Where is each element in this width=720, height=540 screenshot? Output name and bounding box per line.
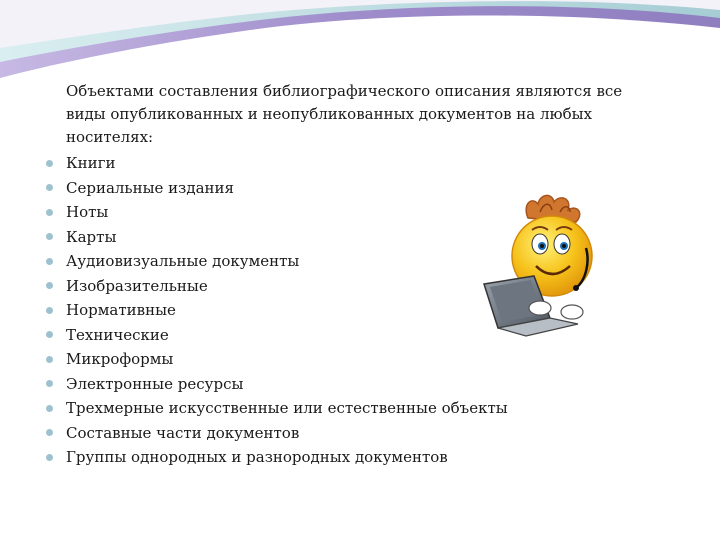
list-item [46,151,508,176]
list-item-label: Трехмерные искусственные или естественные объекты [66,399,508,417]
bullet-icon [46,160,53,167]
list-item-label: Книги [66,154,116,172]
list-item-label: Группы однородных и разнородных документов [66,448,448,466]
bullet-icon [46,356,53,363]
bullet-icon [46,307,53,314]
bullet-icon [46,331,53,338]
list-item [46,396,508,421]
bullet-icon [46,258,53,265]
bullet-icon [46,184,53,191]
intro-paragraph: Объектами составления библиографического описания являются все виды опубликованных и неопубликованных документов на любых носителях: [66,82,623,146]
document-types-list [46,151,508,470]
bullet-icon [46,429,53,436]
top-wave-decoration [0,0,720,90]
list-item-label: Электронные ресурсы [66,374,244,393]
list-item-label: Сериальные издания [66,178,234,197]
list-item-label: Карты [66,227,117,246]
list-item [46,445,508,470]
list-item-label: Технические [66,325,169,344]
list-item [46,274,508,299]
list-item-label: Микроформы [66,350,174,368]
list-item [46,372,508,397]
bullet-icon [46,405,53,412]
list-item [46,323,508,348]
list-item-label: Ноты [66,203,109,221]
bullet-icon [46,233,53,240]
list-item [46,298,508,323]
list-item [46,225,508,250]
bullet-icon [46,282,53,289]
list-item [46,421,508,446]
list-item [46,200,508,225]
bullet-icon [46,454,53,461]
list-item [46,347,508,372]
bullet-icon [46,209,53,216]
smiley-with-laptop-icon [478,190,608,340]
list-item-label: Составные части документов [66,423,300,442]
list-item-label: Аудиовизуальные документы [66,252,300,270]
bullet-icon [46,380,53,387]
list-item [46,176,508,201]
list-item-label: Изобразительные [66,276,208,295]
list-item-label: Нормативные [66,301,176,319]
list-item [46,249,508,274]
